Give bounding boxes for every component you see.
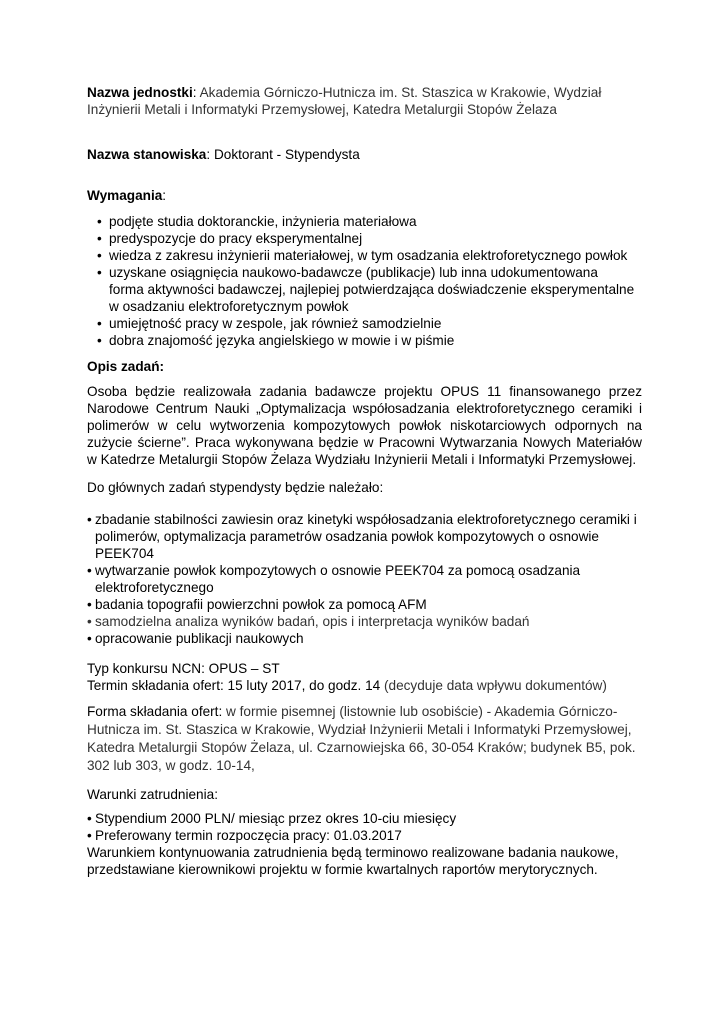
task-item: • wytwarzanie powłok kompozytowych o osnowie PEEK704 za pomocą osadzania elektroforetycznego	[87, 563, 581, 595]
task-item: • opracowanie publikacji naukowych	[87, 631, 304, 646]
tasks-heading-line	[87, 358, 642, 375]
submission-text: w formie pisemnej (listownie lub osobiście) - Akademia Górniczo-Hutnicza im. St. Staszica w Krakowie, Wydział Inżynierii Metali i Informatyki Przemysłowej, Katedra Metalurgii Stopów Żelaza, ul. Czarnowiejska 66, 30-054 Kraków; budynek B5, pok. 302 lub 303, w godz. 10-14,	[87, 704, 636, 773]
requirement-item: • podjęte studia doktoranckie, inżynieria materiałowa	[97, 214, 417, 229]
requirement-item: • predyspozycje do pracy eksperymentalnej	[97, 231, 363, 246]
bullet-icon: •	[87, 614, 92, 629]
bullet-icon: •	[87, 828, 92, 843]
task-item: • samodzielna analiza wyników badań, opis i interpretacja wyników badań	[87, 614, 530, 629]
employment-heading: Warunki zatrudnienia:	[87, 787, 218, 802]
bullet-icon: •	[97, 333, 102, 348]
employment-note: Warunkiem kontynuowania zatrudnienia będą terminowo realizowane badania naukowe, przedstawiane kierownikowi projektu w formie kwartalnych raportów merytorycznych.	[87, 845, 619, 877]
position-value: Doktorant - Stypendysta	[213, 147, 360, 162]
requirement-item: • uzyskane osiągnięcia naukowo-badawcze (publikacje) lub inna udokumentowana forma aktywności badawczej, najlepiej potwierdzająca doświadczenie eksperymentalne w osadzaniu elektroforetycznym powłok	[97, 265, 635, 314]
task-item: • zbadanie stabilności zawiesin oraz kinetyki współosadzania elektroforetycznego ceramiki i polimerów, optymalizacja parametrów osadzania powłok kompozytowych o osnowie PEEK704	[87, 512, 637, 561]
bullet-icon: •	[87, 631, 92, 646]
submission-paragraph	[87, 703, 642, 775]
employment-item: • Preferowany termin rozpoczęcia pracy: 01.03.2017	[87, 828, 402, 843]
bullet-icon: •	[97, 316, 102, 331]
position-label: Nazwa stanowiska	[87, 147, 207, 162]
unit-paragraph: Nazwa jednostki: Akademia Górniczo-Hutnicza im. St. Staszica w Krakowie, Wydział Inżynierii Metali i Informatyki Przemysłowej, Katedra Metalurgii Stopów Żelaza	[87, 85, 602, 117]
competition-type: Typ konkursu NCN: OPUS – ST	[87, 661, 280, 676]
bullet-icon: •	[97, 248, 102, 263]
tasks-list	[87, 511, 642, 647]
employment-item: • Stypendium 2000 PLN/ miesiąc przez okres 10-ciu miesięcy	[87, 811, 457, 826]
competition-deadline-line	[87, 677, 642, 694]
bullet-icon: •	[87, 512, 92, 527]
bullet-icon: •	[87, 811, 92, 826]
requirement-item: • umiejętność pracy w zespole, jak również samodzielnie	[97, 316, 442, 331]
tasks-heading: Opis zadań:	[87, 359, 165, 374]
position-paragraph: Nazwa stanowiska: Doktorant - Stypendysta	[87, 147, 360, 162]
tasks-intro: Do głównych zadań stypendysty będzie należało:	[87, 480, 384, 495]
task-item: • badania topografii powierzchni powłok za pomocą AFM	[87, 597, 427, 612]
competition-deadline-note: (decyduje data wpływu dokumentów)	[383, 678, 607, 693]
bullet-icon: •	[87, 597, 92, 612]
competition-deadline: Termin składania ofert: 15 luty 2017, do godz. 14	[87, 678, 381, 693]
requirement-item: • wiedza z zakresu inżynierii materiałowej, w tym osadzania elektroforetycznego powłok	[97, 248, 628, 263]
employment-list	[87, 810, 642, 844]
bullet-icon: •	[97, 231, 102, 246]
bullet-icon: •	[87, 563, 92, 578]
requirement-item: • dobra znajomość języka angielskiego w mowie i w piśmie	[97, 333, 455, 348]
requirements-list	[91, 213, 636, 349]
bullet-icon: •	[97, 265, 102, 280]
bullet-icon: •	[97, 214, 102, 229]
submission-label: Forma składania ofert:	[87, 704, 223, 719]
unit-value: Akademia Górniczo-Hutnicza im. St. Staszica w Krakowie, Wydział Inżynierii Metali i Informatyki Przemysłowej, Katedra Metalurgii Stopów Żelaza	[87, 85, 602, 117]
tasks-description: Osoba będzie realizowała zadania badawcze projektu OPUS 11 finansowanego przez Narodowe Centrum Nauki „Optymalizacja współosadzania elektroforetycznego ceramiki i polimerów w celu wytworzenia kompozytowych powłok niskotarciowych odpornych na zużycie ścierne”. Praca wykonywana będzie w Pracowni Wytwarzania Nowych Materiałów w Katedrze Metalurgii Stopów Żelaza Wydziału Inżynierii Metali i Informatyki Przemysłowej.	[87, 384, 642, 467]
requirements-heading: Wymagania	[87, 188, 163, 203]
unit-label: Nazwa jednostki	[87, 85, 193, 100]
requirements-heading-line: Wymagania:	[87, 188, 167, 203]
